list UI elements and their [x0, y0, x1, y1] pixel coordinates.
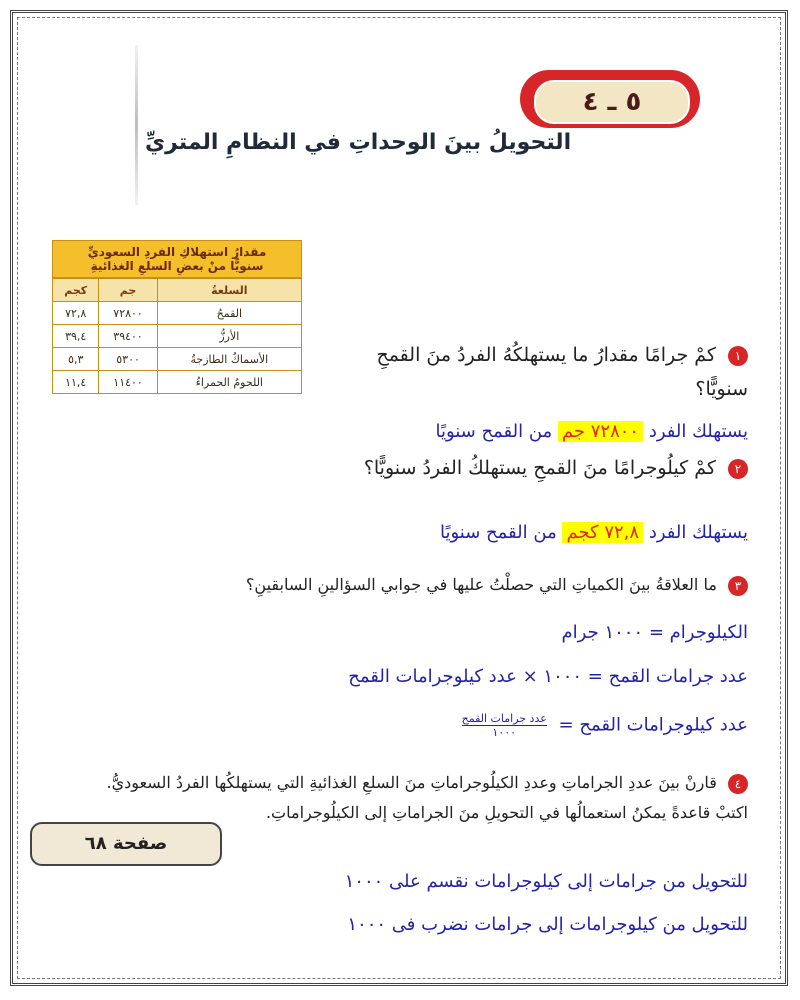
question-number-3: ٣ — [728, 576, 748, 596]
table-cell: ٥,٣ — [53, 348, 99, 371]
table-row — [53, 371, 302, 394]
answer-3-line-2: عدد جرامات القمح = ١٠٠٠ × عدد كيلوجرامات القمح — [348, 666, 748, 687]
table-title-line-1: مقدارُ استهلاكِ الفردِ السعوديِّ — [87, 245, 267, 259]
table-cell: الأسماكُ الطازجةُ — [157, 348, 301, 371]
answer-2-prefix: يستهلك الفرد — [648, 522, 748, 543]
table-cell: الأرزُّ — [157, 325, 301, 348]
fraction-denominator: ١٠٠٠ — [492, 726, 517, 739]
table-cell: ٥٣٠٠ — [99, 348, 157, 371]
answer-2-suffix: من القمح سنويًا — [440, 522, 557, 543]
table-header: جم — [99, 279, 157, 302]
question-number-2: ٢ — [728, 459, 748, 479]
question-2 — [148, 457, 748, 479]
answer-2 — [440, 522, 748, 543]
answer-4-line-2: للتحويل من كيلوجرامات إلى جرامات نضرب فى ١٠٠٠ — [347, 914, 748, 935]
answer-1-suffix: من القمح سنويًا — [435, 421, 553, 442]
question-number-4: ٤ — [728, 774, 748, 794]
question-1-text: كمْ جرامًا مقدارُ ما يستهلكُهُ الفردُ منَ القمحِ سنويًّا؟ — [376, 344, 748, 400]
lesson-title: التحويلُ بينَ الوحداتِ في النظامِ المتريِّ — [145, 130, 572, 155]
table-cell: ١١,٤ — [53, 371, 99, 394]
table-grid — [52, 278, 302, 394]
question-1 — [368, 338, 748, 406]
answer-1-value: ٧٢٨٠٠ جم — [558, 421, 643, 442]
question-4-text: قارنْ بينَ عددِ الجراماتِ وعددِ الكيلُوجراماتِ منَ السلعِ الغذائيةِ التي يستهلكُها الفردُ السعوديُّ. اكتبْ قاعدةً يمكنُ استعمالُها في التحويلِ منَ الجراماتِ إلى الكيلُوجراماتِ. — [106, 773, 748, 822]
table-cell: ٧٢,٨ — [53, 302, 99, 325]
fraction — [462, 712, 547, 739]
table-header: كجم — [53, 279, 99, 302]
fraction-numerator: عدد جرامات القمح — [461, 712, 547, 725]
table-row — [53, 325, 302, 348]
divider-line — [135, 45, 138, 205]
answer-2-value: ٧٢,٨ كجم — [562, 522, 643, 543]
table-cell: اللحومُ الحمراءُ — [157, 371, 301, 394]
answer-3-line-1: الكيلوجرام = ١٠٠٠ جرام — [561, 622, 748, 643]
question-3-text: ما العلاقةُ بينَ الكمياتِ التي حصلْتُ عليها في جوابي السؤالينِ السابقينِ؟ — [245, 575, 717, 594]
lesson-number-badge: ٥ ـ ٤ — [534, 80, 690, 124]
table-row — [53, 302, 302, 325]
table-cell: ٧٢٨٠٠ — [99, 302, 157, 325]
consumption-table — [52, 240, 302, 412]
table-cell: ٣٩,٤ — [53, 325, 99, 348]
page-number-box: صفحة ٦٨ — [30, 822, 222, 866]
question-number-1: ١ — [728, 346, 748, 366]
question-2-text: كمْ كيلُوجرامًا منَ القمحِ يستهلكُ الفردُ سنويًّا؟ — [363, 457, 716, 479]
table-title-line-2: سنويًّا منْ بعضِ السلعِ الغذائيةِ — [90, 259, 264, 273]
answer-3-line-3-label: عدد كيلوجرامات القمح = — [558, 714, 748, 736]
table-cell: القمحُ — [157, 302, 301, 325]
question-4 — [98, 768, 748, 828]
question-3 — [148, 575, 748, 596]
table-title — [52, 240, 302, 278]
table-header: السلعةُ — [157, 279, 301, 302]
table-cell: ٣٩٤٠٠ — [99, 325, 157, 348]
table-cell: ١١٤٠٠ — [99, 371, 157, 394]
table-row — [53, 348, 302, 371]
answer-1-prefix: يستهلك الفرد — [648, 421, 748, 442]
answer-1 — [435, 421, 748, 442]
answer-3-line-3 — [462, 712, 748, 739]
answer-4-line-1: للتحويل من جرامات إلى كيلوجرامات نقسم على ١٠٠٠ — [344, 871, 748, 892]
